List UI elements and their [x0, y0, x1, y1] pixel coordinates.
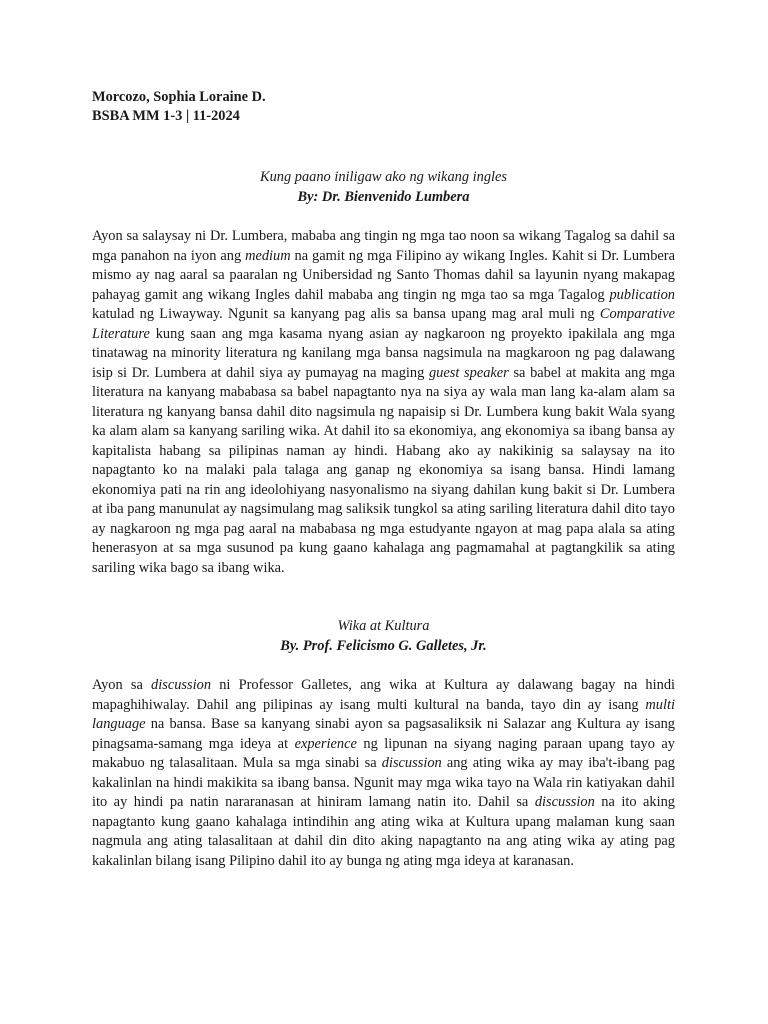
section-paragraph	[92, 676, 675, 871]
italic-term: multi language	[92, 696, 675, 732]
text-run: ang ating wika ay may iba't-ibang pag kakalinlan na hindi makikita sa ibang bansa. Ngunit may mga wika tayo na Wala rin katiyakan dahil ito ay hindi pa natin nararanasan at hiniram lamang natin ito. Dahil sa	[92, 755, 675, 810]
course-section-date: BSBA MM 1-3 | 11-2024	[92, 108, 240, 124]
spacer	[92, 656, 675, 676]
text-run: Ayon sa salaysay ni Dr. Lumbera, mababa ang tingin ng mga tao noon sa wikang Tagalog sa dahil sa mga panahon na iyon ang	[92, 228, 675, 264]
text-run: Ayon sa	[92, 677, 152, 693]
section-title: Kung paano iniligaw ako ng wikang ingles	[259, 169, 508, 185]
italic-term: medium	[245, 247, 291, 264]
italic-term: guest speaker	[428, 364, 509, 381]
text-run: katulad ng Liwayway. Ngunit sa kanyang pag alis sa bansa upang mag aral muli ng	[92, 306, 600, 322]
text-run: sa babel at makita ang mga literatura na kanyang mababasa sa babel napagtanto nya na siya ay wala man lang ka-alam alam sa literatura ng kanyang bansa dahil dito nagsimula ng napaisip si Dr. Lumbera kung bakit Wala syang ka alam alam sa kanyang sariling wika. At dahil ito sa ekonomiya, ang ekonomiya sa ibang bansa ay kapitalista habang sa pilipinas naman ay hindi. Habang ako ay nakikinig sa salaysay na ito napagtanto ko na malaki pala talaga ang ganap ng ekonomiya sa isang bansa. Hindi lamang ekonomiya pati na rin ang ideolohiyang nasyonalismo na siyang dahilan kung bakit si Dr. Lumbera at iba pang manunulat ay nagsimulang mag saliksik tungkol sa ating sariling literatura dahil dito tayo ay nagkaroon ng mga pag aaral na mababasa ng mga estudyante ngayon at mag papa alala sa ating henerasyon at sa mga susunod pa kung gaano kahalaga ang pagmamahal at pagtangkilik sa ating sariling wika bago sa ibang wika.	[92, 364, 675, 576]
italic-term: Comparative Literature	[92, 306, 675, 342]
spacer	[92, 207, 675, 227]
italic-term: discussion	[151, 677, 212, 693]
section-byline: By. Prof. Felicismo G. Galletes, Jr.	[280, 637, 487, 654]
document-page	[92, 88, 675, 871]
spacer	[92, 126, 675, 168]
italic-term: discussion	[534, 794, 595, 810]
text-run: na ito aking napagtanto kung gaano kahalaga intindihin ang ating wika at Kultura upang malaman kung saan nagmula ang ating talasalitaan at dahil din dito aking napagtanto na ang ating wika ay ating pag kakalinlan bilang isang Pilipino dahil ito ay bunga ng ating mga ideya at karanasan.	[92, 794, 675, 869]
text-run: na bansa. Base sa kanyang sinabi ayon sa pagsasaliksik ni Salazar ang Kultura ay isang pinagsama-samang mga ideya at	[92, 716, 675, 752]
italic-term: experience	[294, 735, 357, 752]
essay-section-2	[92, 617, 675, 871]
section-byline: By: Dr. Bienvenido Lumbera	[297, 188, 470, 205]
italic-term: discussion	[381, 755, 442, 771]
author-name: Morcozo, Sophia Loraine D.	[92, 89, 266, 105]
text-run: kung saan ang mga kasama nyang asian ay nagkaroon ng proyekto ipakilala ang mga tinatawag na minority literatura ng kanilang mga bansa nagsimula na magkaroon ng pag dalawang isip si Dr. Lumbera at dahil siya ay pumayag na maging	[92, 325, 675, 381]
italic-term: publication	[609, 286, 675, 303]
section-paragraph	[92, 227, 675, 578]
text-run: ni Professor Galletes, ang wika at Kultura ay dalawang bagay na hindi mapaghihiwalay. Dahil ang pilipinas ay isang multi kultural na banda, tayo din ay isang	[92, 677, 676, 713]
spacer	[92, 578, 675, 617]
section-title: Wika at Kultura	[337, 618, 430, 634]
text-run: na gamit ng mga Filipino ay wikang Ingles. Kahit si Dr. Lumbera mismo ay nag aaral sa paaralan ng Unibersidad ng Santo Thomas dahil sa layunin nyang makapag pahayag gamit ang wikang Ingles dahil mababa ang tingin ng mga tao sa mga Tagalog	[92, 247, 675, 303]
text-run: ng lipunan na siyang naging paraan upang tayo ay makabuo ng talasalitaan. Mula sa mga sinabi sa	[92, 735, 675, 771]
essay-section-1	[92, 168, 675, 578]
